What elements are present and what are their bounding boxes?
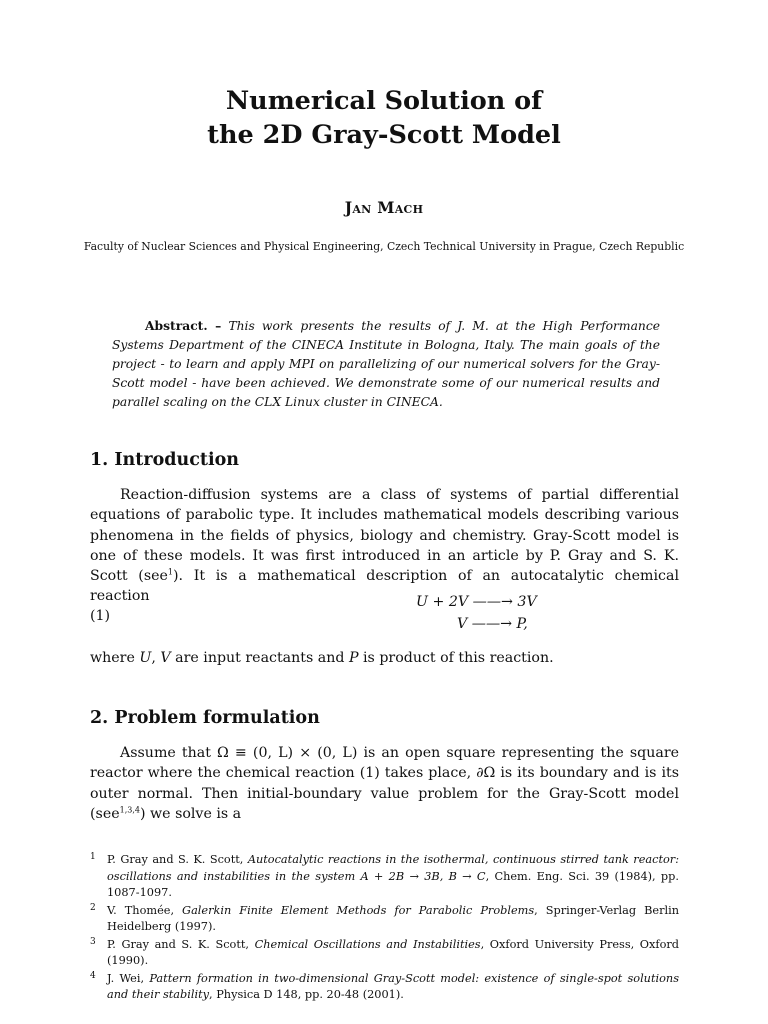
footnote-number: 1 bbox=[90, 852, 96, 862]
problem-text-b: ) we solve is a bbox=[139, 805, 242, 822]
problem-paragraph bbox=[90, 743, 679, 824]
intro-text-a: Reaction-diffusion systems are a class of systems of partial differential equations of parabolic type. It includes mathematical models describing various phenomena in the fields of physics, biology and chemistry. Gray-Scott model is one of these models. It was first introduced in an article by P. Gray and S. K. Scott (see bbox=[90, 487, 679, 585]
author-name: Jan Mach bbox=[344, 198, 424, 217]
footnote-source: , Springer-Verlag Berlin Heidelberg (1997). bbox=[107, 903, 679, 933]
section-heading-introduction: 1. Introduction bbox=[90, 450, 239, 470]
footnote-title: Pattern formation in two-dimensional Gray-Scott model: existence of single-spot solutions and their stability bbox=[107, 971, 679, 1001]
footnote-authors: J. Wei, bbox=[107, 971, 150, 985]
citation-1: 1 bbox=[167, 567, 173, 577]
symbol-p: P bbox=[348, 650, 359, 666]
equation-line-1: U + 2V ——→ 3V bbox=[416, 594, 537, 610]
symbol-u: U bbox=[139, 650, 152, 666]
affiliation: Faculty of Nuclear Sciences and Physical Engineering, Czech Technical University in Prague, Czech Republic bbox=[83, 240, 685, 253]
footnote-title: Galerkin Finite Element Methods for Parabolic Problems bbox=[182, 903, 535, 917]
after-eq-comma: , bbox=[151, 650, 161, 666]
abstract bbox=[112, 316, 660, 412]
footnote-source: , Chem. Eng. Sci. 39 (1984), pp. 1087-1097. bbox=[107, 869, 679, 899]
intro-after-equation bbox=[90, 648, 679, 668]
paper-title bbox=[0, 84, 768, 152]
abstract-text: This work presents the results of J. M. at the High Performance Systems Department of the CINECA Institute in Bologna, Italy. The main goals of the project - to learn and apply MPI on parallelizing of our numerical solvers for the Gray-Scott model - have been achieved. We demonstrate some of our numerical results and parallel scaling on the CLX Linux cluster in CINECA. bbox=[112, 319, 660, 409]
footnote-authors: P. Gray and S. K. Scott, bbox=[107, 853, 248, 866]
footnote-authors: V. Thomée, bbox=[107, 903, 183, 917]
footnote-number: 2 bbox=[90, 902, 96, 913]
after-eq-text-a: where bbox=[90, 650, 140, 666]
section-heading-problem-formulation: 2. Problem formulation bbox=[90, 708, 320, 728]
symbol-v: V bbox=[160, 650, 171, 666]
title-line-2: the 2D Gray-Scott Model bbox=[207, 120, 561, 150]
equation-number: (1) bbox=[90, 608, 111, 624]
footnote-title: Chemical Oscillations and Instabilities bbox=[254, 937, 481, 951]
intro-paragraph bbox=[90, 485, 679, 607]
footnote-source: , Physica D 148, pp. 20-48 (2001). bbox=[209, 988, 404, 1001]
after-eq-text-c: is product of this reaction. bbox=[358, 650, 554, 666]
citation-1-3-4: 1,3,4 bbox=[119, 805, 140, 815]
footnote-authors: P. Gray and S. K. Scott, bbox=[107, 937, 255, 951]
footnote-number: 3 bbox=[90, 936, 96, 947]
equation-1 bbox=[90, 594, 679, 644]
footnote-1 bbox=[90, 852, 679, 902]
after-eq-text-b: are input reactants and bbox=[170, 650, 349, 666]
footnote-source: , Oxford University Press, Oxford (1990). bbox=[107, 937, 680, 967]
footnote-2 bbox=[90, 903, 679, 936]
abstract-label: Abstract. – bbox=[145, 318, 222, 333]
equation-line-2: V ——→ P, bbox=[457, 616, 528, 632]
footnotes bbox=[90, 852, 679, 1005]
problem-text-a: Assume that Ω ≡ (0, L) × (0, L) is an open square representing the square reactor where the chemical reaction (1) takes place, ∂Ω is its boundary and is its outer normal. Then initial-boundary value problem for the Gray-Scott model (see bbox=[90, 745, 679, 822]
footnote-number: 4 bbox=[90, 970, 96, 981]
title-line-1: Numerical Solution of bbox=[225, 86, 543, 116]
footnote-4 bbox=[90, 971, 679, 1004]
intro-text-b: ). It is a mathematical description of an autocatalytic chemical reaction bbox=[90, 568, 679, 605]
footnote-3 bbox=[90, 937, 679, 970]
footnote-title: Autocatalytic reactions in the isothermal, continuous stirred tank reactor: oscillations and instabilities in the system A + 2B → 3B, B → C bbox=[107, 853, 679, 883]
